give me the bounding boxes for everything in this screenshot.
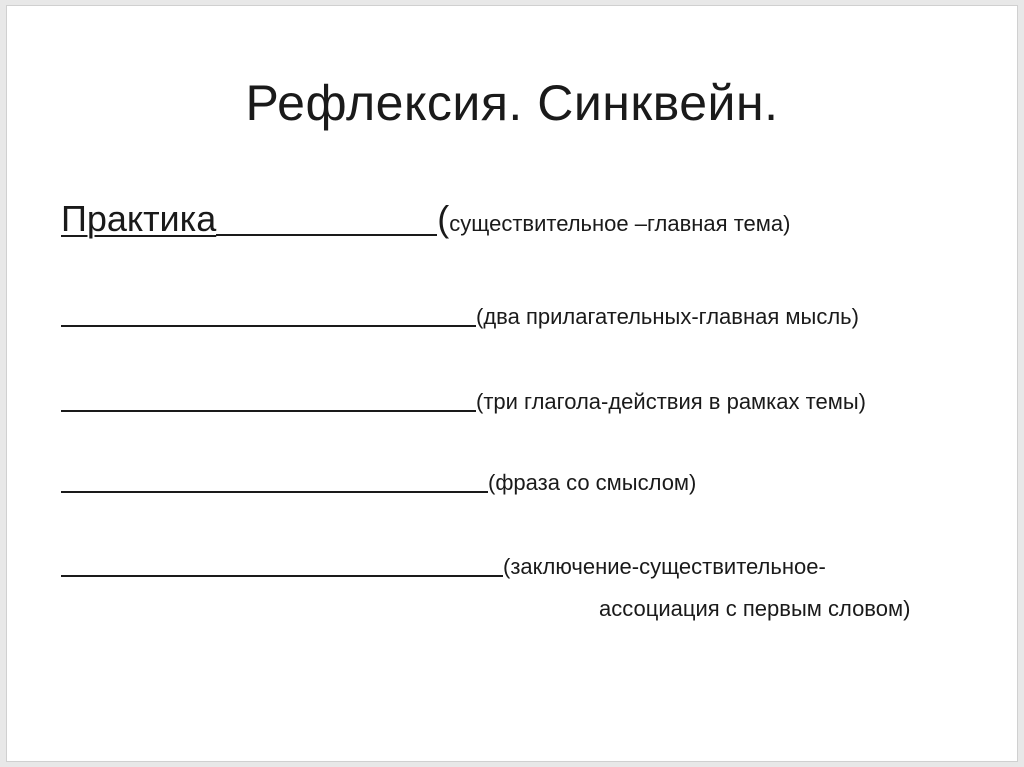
open-paren: ( — [437, 198, 450, 239]
row-hint-continuation: ассоциация с первым словом) — [599, 596, 911, 621]
row-hint: существительное –главная тема) — [449, 211, 791, 236]
row-phrase — [61, 468, 696, 498]
row-hint: (три глагола-действия в рамках темы) — [476, 389, 866, 414]
row-hint: (заключение-существительное- — [503, 554, 826, 579]
row-adjectives — [61, 302, 859, 332]
blank-line — [61, 471, 488, 493]
row-conclusion — [61, 552, 826, 582]
blank-line — [61, 390, 476, 412]
slide-title: Рефлексия. Синквейн. — [245, 75, 779, 131]
row-verbs — [61, 387, 866, 417]
slide — [6, 5, 1018, 762]
blank-line — [61, 555, 503, 577]
row-hint: (фраза со смыслом) — [488, 470, 697, 495]
row-hint: (два прилагательных-главная мысль) — [476, 304, 859, 329]
row-noun — [61, 194, 790, 249]
blank-line — [61, 305, 476, 327]
blank-line — [216, 202, 437, 236]
row-word: Практика — [61, 198, 217, 239]
